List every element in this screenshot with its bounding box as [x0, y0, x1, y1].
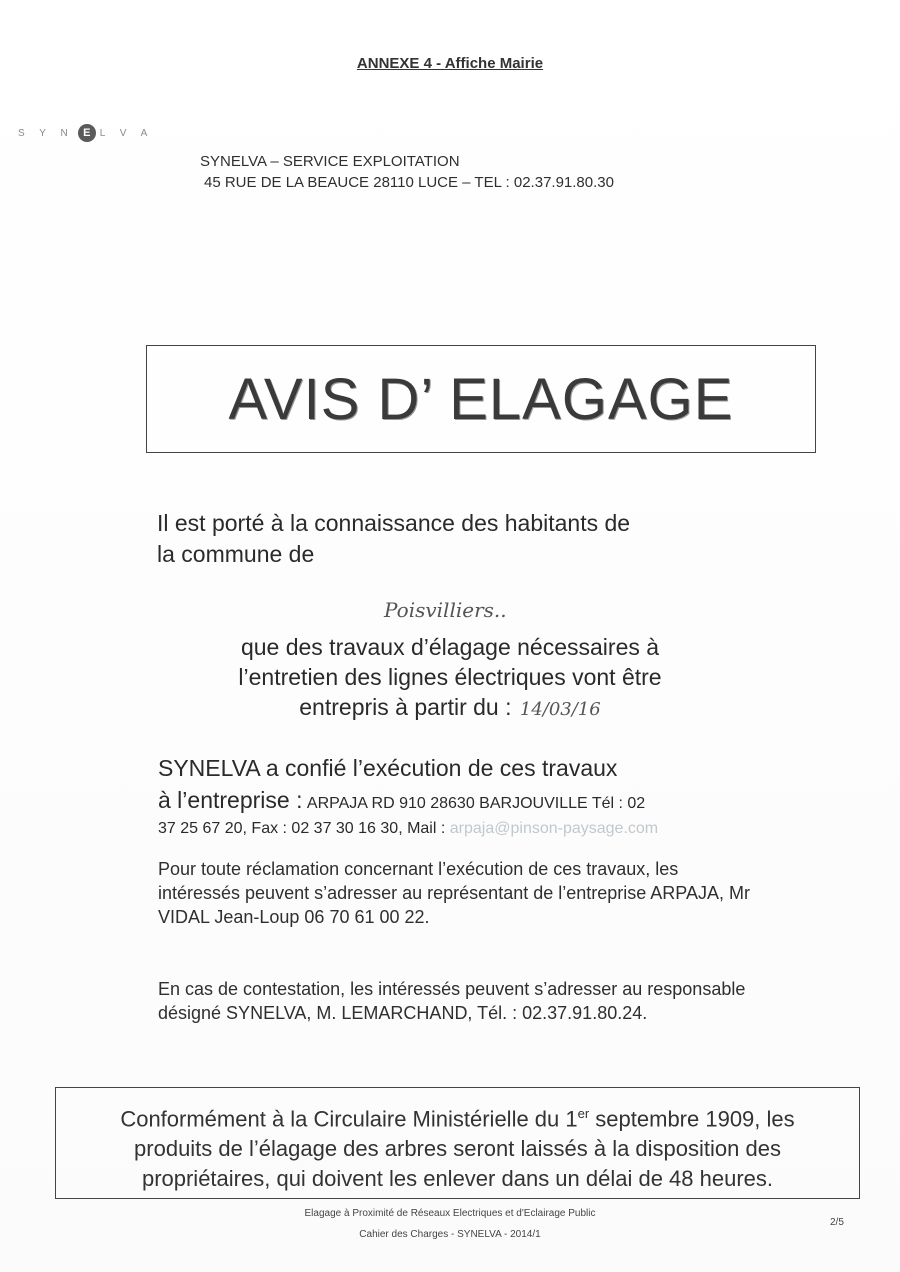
intro-text: [157, 508, 777, 570]
notice-line-2: produits de l’élagage des arbres seront laissés à la disposition des: [134, 1136, 781, 1162]
contractor-details: ARPAJA RD 910 28630 BARJOUVILLE Tél : 02: [306, 795, 646, 812]
footer-line-1: Elagage à Proximité de Réseaux Electriques et d'Eclairage Public: [304, 1208, 596, 1219]
notice-part-1: Conformément à la Circulaire Ministérielle du 1: [120, 1106, 578, 1132]
works-line-1: que des travaux d’élagage nécessaires à: [240, 634, 660, 660]
notice-line-1: [56, 1099, 859, 1134]
intro-line-1: Il est porté à la connaissance des habitants de: [157, 510, 631, 536]
page-number: 2/5: [830, 1217, 844, 1228]
contractor-line-2: [158, 784, 758, 816]
intro-line-2: la commune de: [157, 541, 315, 567]
works-line-3: [0, 692, 900, 725]
synelva-logo: [18, 124, 153, 142]
contractor-block: [158, 752, 758, 842]
works-text: [0, 632, 900, 725]
regulation-notice-box: [55, 1087, 860, 1199]
footer-line-2: Cahier des Charges - SYNELVA - 2014/1: [359, 1229, 541, 1240]
notice-line-3: propriétaires, qui doivent les enlever dans un délai de 48 heures.: [141, 1166, 774, 1192]
contact-address: 45 RUE DE LA BEAUCE 28110 LUCE – TEL : 02.37.91.80.30: [204, 174, 614, 191]
notice-title: AVIS D’ ELAGAGE: [228, 366, 734, 432]
contractor-line-3: [158, 816, 758, 842]
handwritten-commune: Poisvilliers..: [384, 598, 507, 622]
logo-mark-icon: E: [78, 124, 96, 142]
contractor-line-1: SYNELVA a confié l’exécution de ces travaux: [158, 755, 618, 781]
works-line-2: l’entretien des lignes électriques vont être: [238, 664, 662, 690]
notice-title-box: [146, 345, 816, 453]
contact-block: [200, 151, 614, 193]
logo-text-right: L V A: [99, 127, 154, 139]
annex-title: ANNEXE 4 - Affiche Mairie: [356, 55, 544, 72]
claims-paragraph: Pour toute réclamation concernant l’exécution de ces travaux, les intéressés peuvent s’adresser au représentant de l’entreprise ARPAJA, Mr VIDAL Jean-Loup 06 70 61 00 22.: [158, 859, 750, 927]
contractor-phone-fax: 37 25 67 20, Fax : 02 37 30 16 30, Mail :: [158, 820, 446, 837]
works-start-label: entrepris à partir du :: [299, 694, 512, 720]
notice-part-2: septembre 1909, les: [589, 1106, 795, 1132]
contractor-mail: arpaja@pinson-paysage.com: [449, 820, 659, 837]
logo-text-left: S Y N: [18, 127, 74, 139]
handwritten-date: 14/03/16: [519, 699, 601, 720]
dispute-paragraph: En cas de contestation, les intéressés peuvent s’adresser au responsable désigné SYNELVA, M. LEMARCHAND, Tél. : 02.37.91.80.24.: [158, 979, 746, 1023]
notice-superscript: er: [577, 1106, 590, 1121]
contact-service: SYNELVA – SERVICE EXPLOITATION: [200, 153, 460, 170]
contractor-prefix: à l’entreprise :: [158, 787, 303, 813]
